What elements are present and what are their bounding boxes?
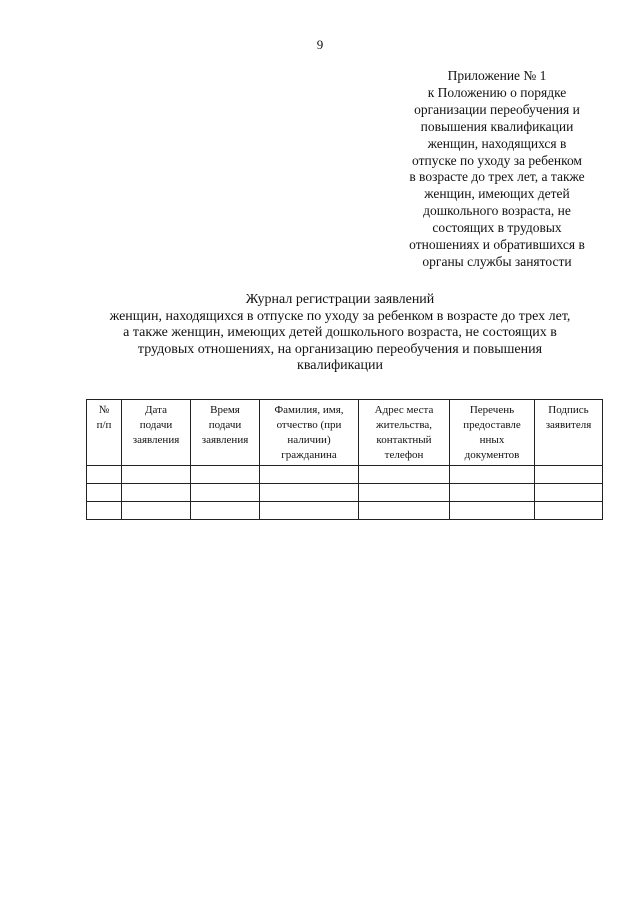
journal-title-line: квалификации bbox=[297, 358, 383, 373]
table-cell bbox=[359, 466, 450, 484]
journal-title-line: женщин, находящихся в отпуске по уходу за ребенком в возрасте до трех лет, bbox=[109, 308, 571, 324]
registration-table bbox=[86, 399, 603, 520]
table-cell bbox=[122, 484, 191, 502]
table-cell bbox=[87, 502, 122, 520]
appendix-line: женщин, находящихся в bbox=[427, 135, 567, 151]
appendix-line: в возрасте до трех лет, а также bbox=[409, 169, 585, 185]
journal-title-line: трудовых отношениях, на организацию переобучения и повышения bbox=[137, 341, 543, 357]
table-row bbox=[87, 466, 603, 484]
table-header-row bbox=[87, 400, 603, 466]
appendix-line: отношениях и обратившихся в bbox=[409, 237, 585, 253]
column-header-applicant-signature: Подпись заявителя bbox=[535, 400, 603, 466]
appendix-line: к Положению о порядке bbox=[427, 84, 567, 100]
appendix-line: женщин, имеющих детей bbox=[424, 186, 570, 202]
column-header-submission-date: Дата подачи заявления bbox=[122, 400, 191, 466]
column-header-submission-time: Время подачи заявления bbox=[191, 400, 260, 466]
column-header-address-phone: Адрес места жительства, контактный телефон bbox=[359, 400, 450, 466]
table-cell bbox=[191, 502, 260, 520]
column-header-full-name: Фамилия, имя, отчество (при наличии) гражданина bbox=[260, 400, 359, 466]
journal-title bbox=[80, 292, 600, 375]
table-cell bbox=[87, 484, 122, 502]
table-cell bbox=[122, 466, 191, 484]
table-cell bbox=[260, 484, 359, 502]
table-cell bbox=[535, 484, 603, 502]
appendix-line: органы службы занятости bbox=[422, 253, 572, 269]
appendix-line: отпуске по уходу за ребенком bbox=[412, 152, 582, 168]
table-cell bbox=[535, 466, 603, 484]
table-cell bbox=[87, 466, 122, 484]
table-cell bbox=[359, 502, 450, 520]
table-row bbox=[87, 484, 603, 502]
appendix-line: состоящих в трудовых bbox=[432, 220, 562, 236]
page-number: 9 bbox=[316, 37, 324, 52]
table-cell bbox=[450, 484, 535, 502]
journal-title-line: Журнал регистрации заявлений bbox=[245, 292, 435, 307]
table-cell bbox=[191, 466, 260, 484]
appendix-heading bbox=[392, 68, 602, 271]
appendix-line: повышения квалификации bbox=[420, 118, 574, 134]
column-header-number: № п/п bbox=[87, 400, 122, 466]
appendix-line: дошкольного возраста, не bbox=[423, 203, 571, 219]
table-cell bbox=[450, 502, 535, 520]
appendix-line: Приложение № 1 bbox=[447, 68, 547, 83]
table-cell bbox=[191, 484, 260, 502]
table-cell bbox=[122, 502, 191, 520]
column-header-documents-list: Перечень предоставле нных документов bbox=[450, 400, 535, 466]
table-cell bbox=[535, 502, 603, 520]
table-cell bbox=[260, 502, 359, 520]
table-row bbox=[87, 502, 603, 520]
journal-title-line: а также женщин, имеющих детей дошкольного возраста, не состоящих в bbox=[123, 325, 557, 340]
table-cell bbox=[450, 466, 535, 484]
table-cell bbox=[260, 466, 359, 484]
table-cell bbox=[359, 484, 450, 502]
appendix-line: организации переобучения и bbox=[414, 101, 580, 117]
